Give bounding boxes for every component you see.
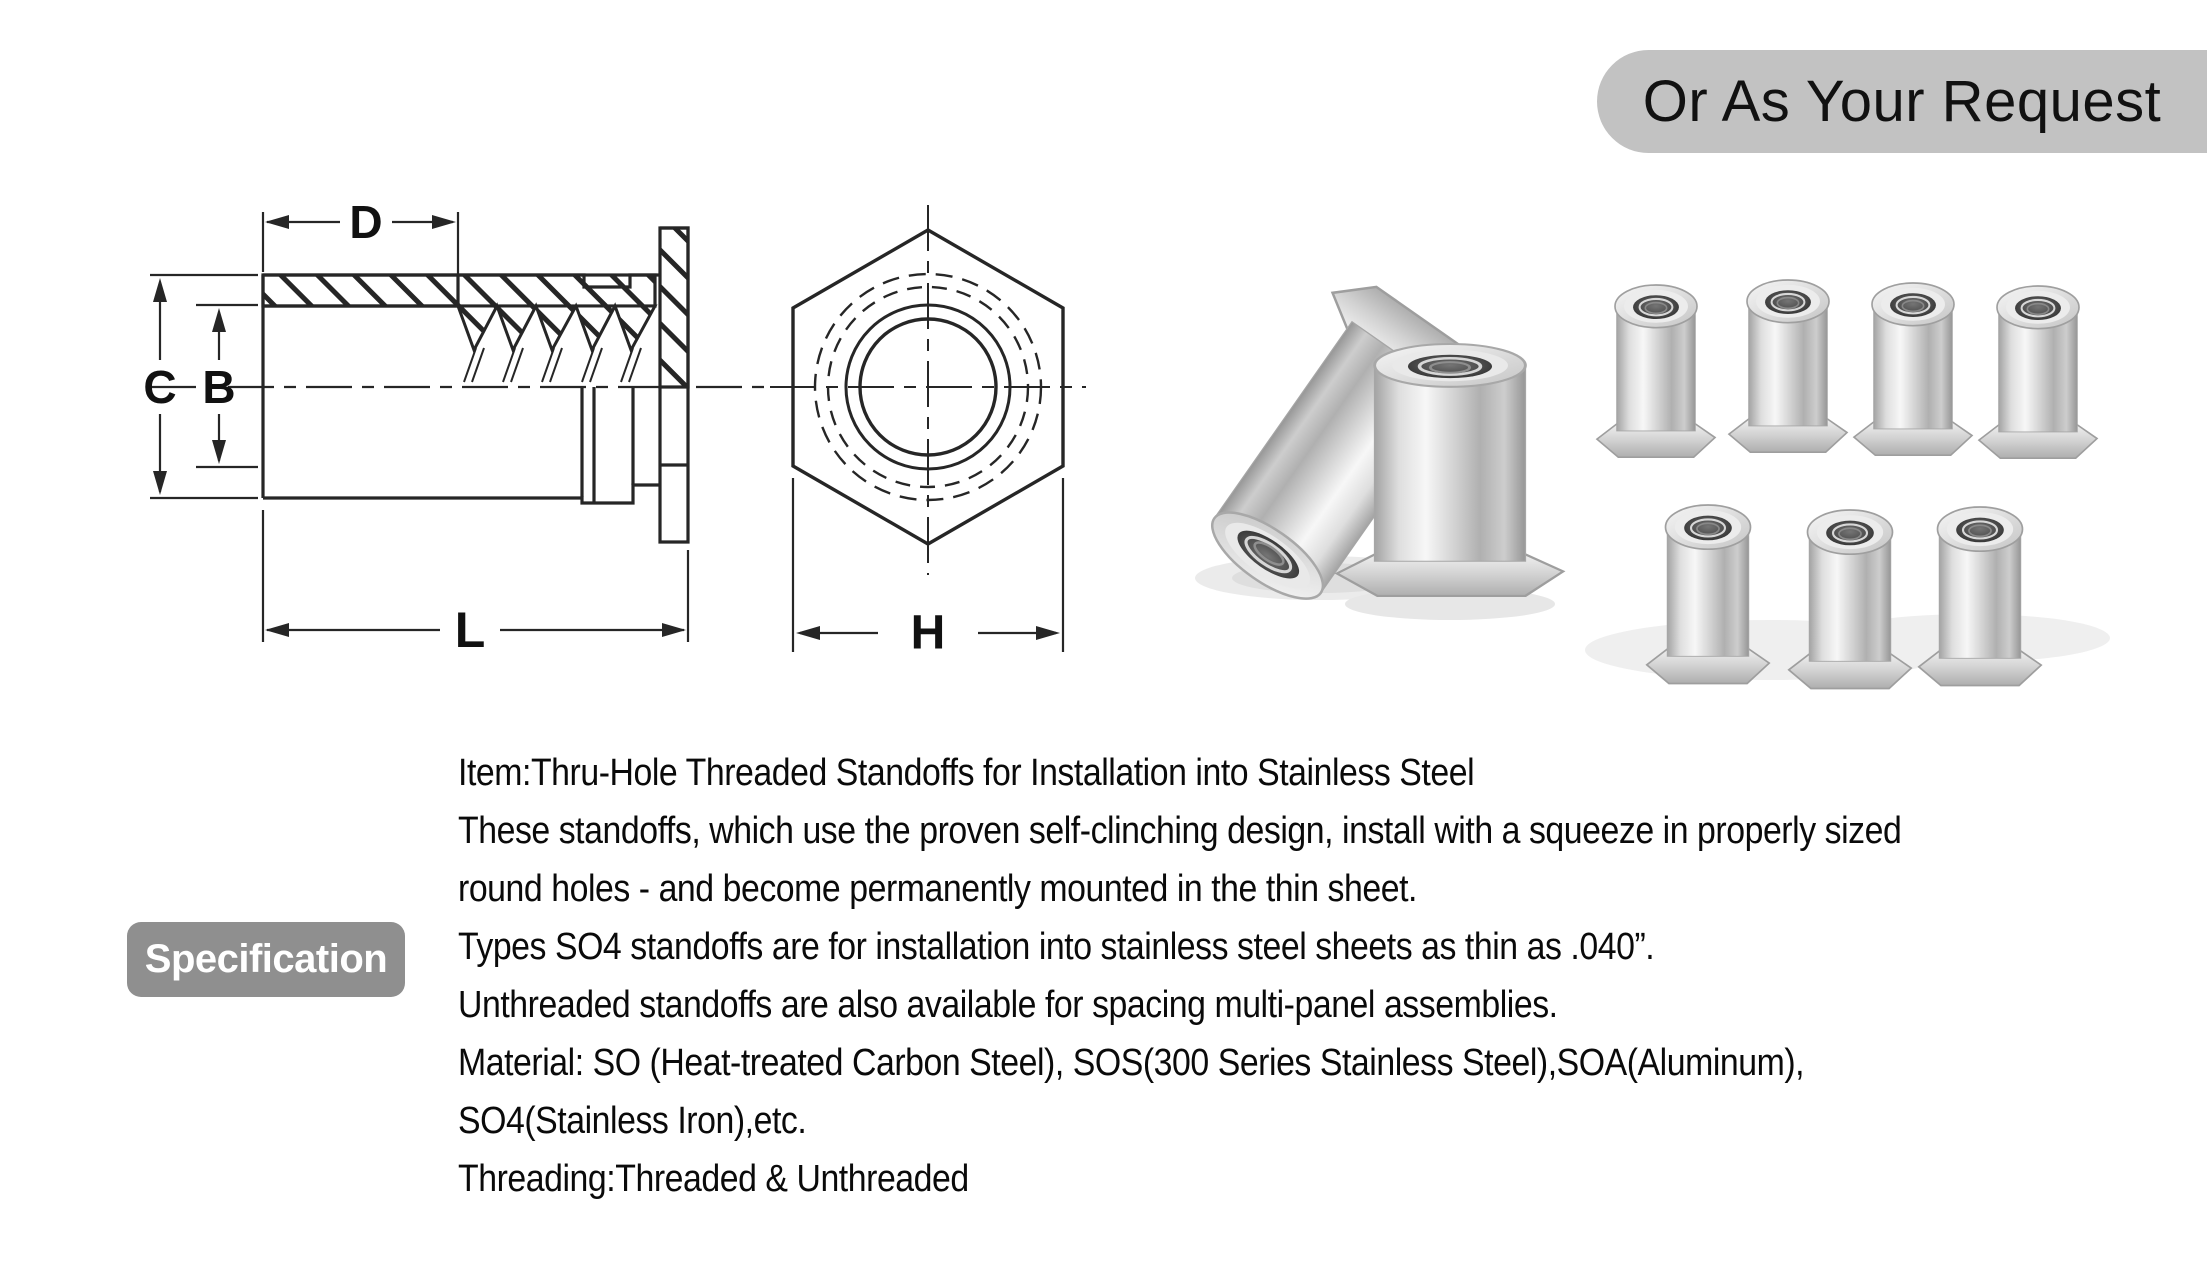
dim-label-b: B: [202, 361, 236, 413]
dim-label-l: L: [454, 602, 486, 658]
dim-label-d: D: [349, 196, 383, 248]
description-line: These standoffs, which use the proven self-clinching design, install with a squeeze in properly sized: [458, 810, 1902, 852]
photo-seven-standoffs: [1570, 230, 2110, 710]
product-description: [458, 744, 2202, 1208]
description-line: SO4(Stainless Iron),etc.: [458, 1100, 807, 1142]
request-banner-label: Or As Your Request: [1642, 69, 2162, 134]
description-line: Threading:Threaded & Unthreaded: [458, 1158, 969, 1200]
description-line: Types SO4 standoffs are for installation into stainless steel sheets as thin as .040”.: [458, 926, 1655, 968]
standoff: [1854, 283, 1972, 455]
dim-label-c: C: [143, 361, 177, 413]
description-line: Unthreaded standoffs are also available for spacing multi-panel assemblies.: [458, 984, 1558, 1026]
side-section-drawing: [100, 160, 780, 700]
standoff: [1729, 280, 1847, 452]
standoff: [1919, 507, 2041, 686]
hex-centerlines: [770, 205, 1086, 575]
back-row: [1597, 280, 2097, 458]
photo-two-standoffs: [1140, 230, 1580, 630]
specification-badge-label: Specification: [144, 937, 388, 981]
part-outline: [263, 228, 688, 542]
standoff: [1597, 285, 1715, 457]
request-banner: [1597, 50, 2207, 153]
thread-flanks: [464, 348, 641, 382]
dim-label-h: H: [910, 606, 946, 660]
description-line: round holes - and become permanently mounted in the thin sheet.: [458, 868, 1418, 910]
specification-badge: [127, 922, 405, 997]
standoff: [1647, 505, 1769, 684]
front-row: [1647, 505, 2041, 689]
description-line: Item:Thru-Hole Threaded Standoffs for Installation into Stainless Steel: [458, 752, 1475, 794]
standoff: [1789, 510, 1911, 689]
description-line: Material: SO (Heat-treated Carbon Steel), SOS(300 Series Stainless Steel),SOA(Aluminum),: [458, 1042, 1805, 1084]
standoff: [1979, 286, 2097, 458]
